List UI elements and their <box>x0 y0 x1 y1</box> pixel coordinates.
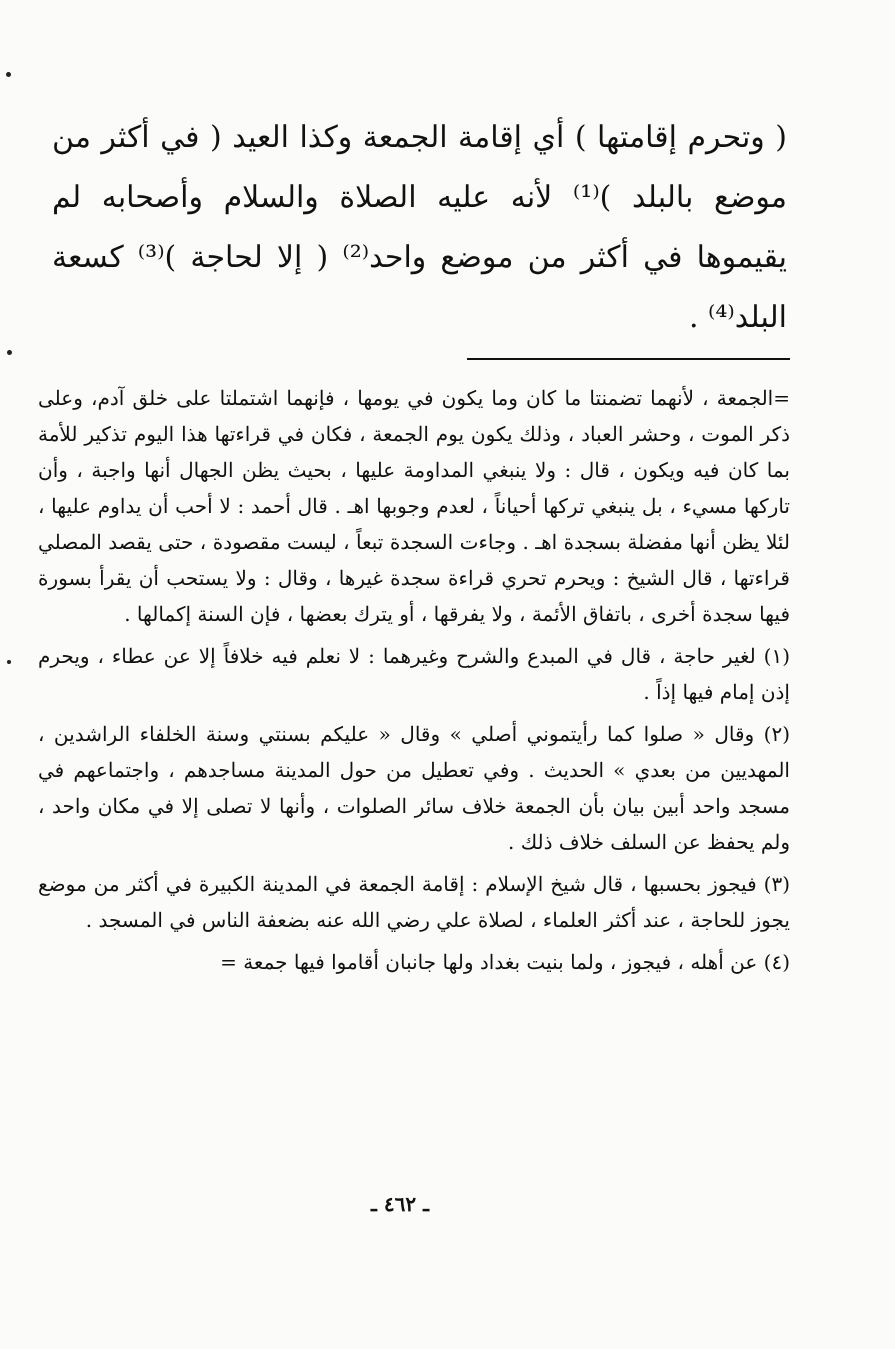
footnote-3: (٣) فيجوز بحسبها ، قال شيخ الإسلام : إقامة الجمعة في المدينة الكبيرة في أكثر من موضع يجوز للحاجة ، عند أكثر العلماء ، لصلاة علي رضي الله عنه بضعفة الناس في المسجد . <box>38 872 790 932</box>
footnotes <box>38 380 790 986</box>
scan-mark <box>7 350 12 355</box>
footnote-separator <box>467 358 790 360</box>
main-text: ( وتحرم إقامتها ) أي إقامة الجمعة وكذا العيد ( في أكثر من موضع بالبلد )⁽¹⁾ لأنه عليه الصلاة والسلام وأصحابه لم يقيموها في أكثر من موضع واحد⁽²⁾ ( إلا لحاجة )⁽³⁾ كسعة البلد⁽⁴⁾ . <box>52 120 788 335</box>
footnote-4: (٤) عن أهله ، فيجوز ، ولما بنيت بغداد ولها جانبان أقاموا فيها جمعة = <box>220 950 790 974</box>
scan-mark <box>6 72 11 77</box>
footnote-1: (١) لغير حاجة ، قال في المبدع والشرح وغيرهما : لا نعلم فيه خلافاً إلا عن عطاء ، ويحرم إذن إمام فيها إذاً . <box>38 644 790 704</box>
footnote-continuation: =الجمعة ، لأنهما تضمنتا ما كان وما يكون في يومها ، فإنهما اشتملتا على خلق آدم، وعلى ذكر الموت ، وحشر العباد ، وذلك يكون يوم الجمعة ، فكان في قراءتها هذا اليوم تذكير للأمة بما كان فيه ويكون ، قال : ولا ينبغي المداومة عليها ، بحيث يظن الجهال أنها واجبة ، وأن تاركها مسيء ، بل ينبغي تركها أحياناً ، لعدم وجوبها اهـ . قال أحمد : لا أحب أن يداوم عليها ، لئلا يظن أنها مفضلة بسجدة اهـ . وجاءت السجدة تبعاً ، ليست مقصودة ، حتى يقصد المصلي قراءتها ، قال الشيخ : ويحرم تحري قراءة سجدة غيرها ، وقال : ولا يستحب أن يقرأ بسورة فيها سجدة أخرى ، باتفاق الأئمة ، ولا يفرقها ، أو يترك بعضها ، فإن السنة إكمالها . <box>38 386 790 626</box>
footnote-2: (٢) وقال « صلوا كما رأيتموني أصلي » وقال « عليكم بسنتي وسنة الخلفاء الراشدين ، المهديين من بعدي » الحديث . وفي تعطيل من حول المدينة مساجدهم ، واجتماعهم في مسجد واحد أبين بيان بأن الجمعة خلاف سائر الصلوات ، وأنها لا تصلى إلا في مكان واحد ، ولم يحفظ عن السلف خلاف ذلك . <box>38 722 790 854</box>
page-number: ـ ٤٦٢ ـ <box>371 1192 429 1216</box>
scan-mark <box>7 660 11 664</box>
